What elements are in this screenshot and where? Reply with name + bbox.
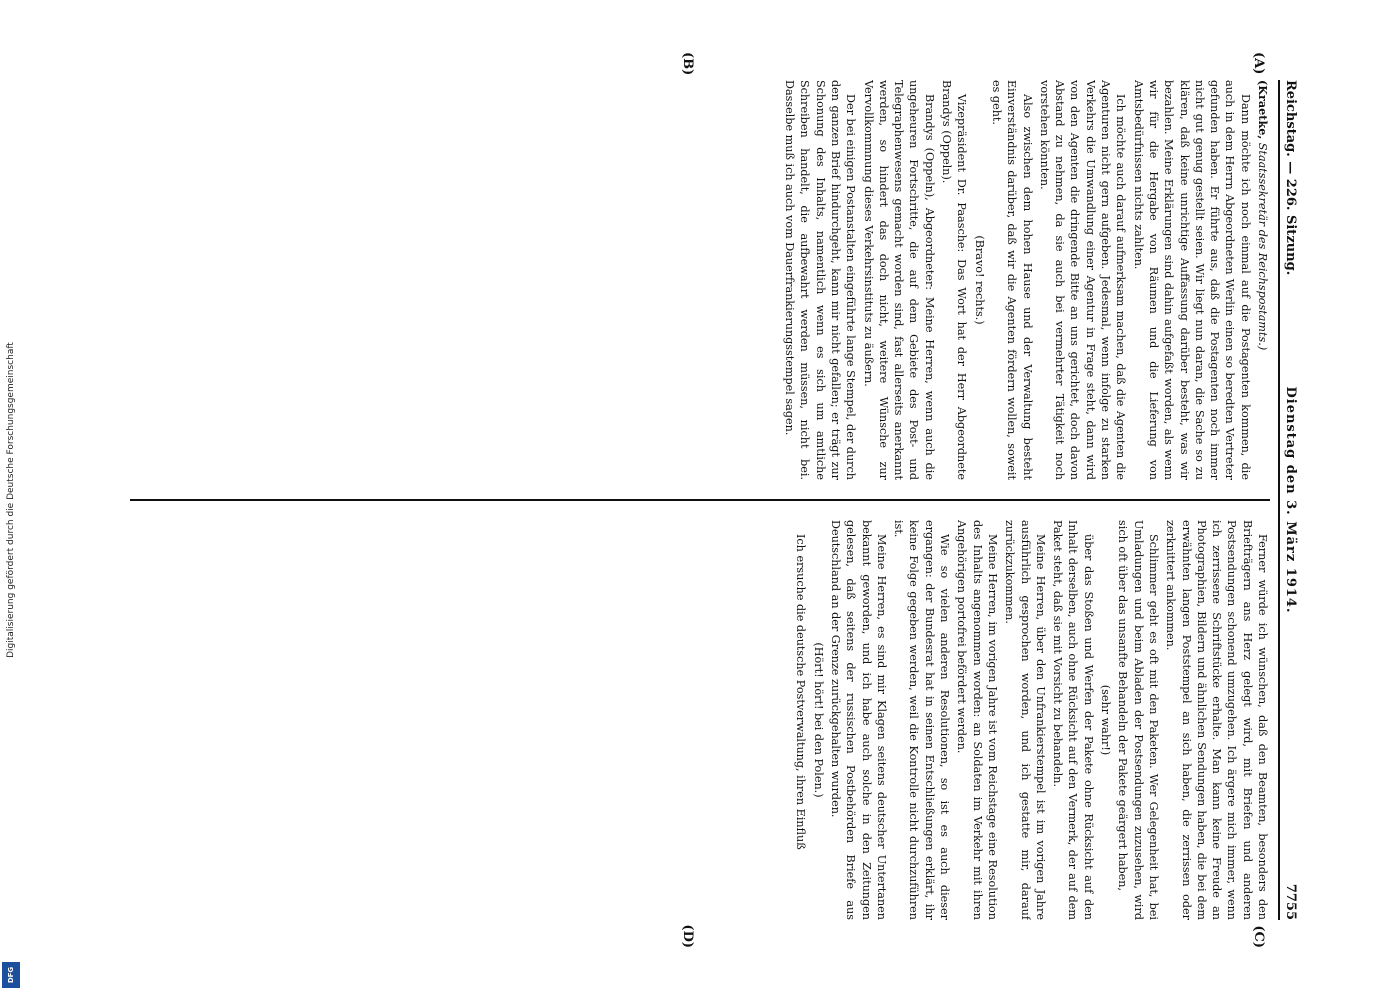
margin-mark-a: (A) — [1251, 52, 1266, 75]
margin-mark-b: (B) — [680, 52, 695, 76]
speaker-name: (Kraetke, — [1256, 80, 1270, 140]
rotated-sheet — [80, 50, 1310, 950]
right-column — [110, 520, 1270, 920]
interjection: (sehr wahr!) — [1099, 684, 1113, 756]
interjection: (Hört! hört! bei den Polen.) — [811, 642, 825, 798]
interjection: (Bravo! rechts.) — [972, 235, 986, 325]
paragraph: Ferner würde ich wünschen, daß den Beamten, besonders den Briefträgern ans Herz gelegt wird, mit Briefen und anderen Postsendungen schonend umzugehen. Ich ärgere mich immer, wenn ich zerrissene Schriftstücke erhalte. Man kann keine Freude an Photographien, Bildern und ähnlichen Sendungen haben, die bei dem erwähnten langen Poststempel an sich haben, die zerrissen oder zerknittert ankommen. — [1164, 520, 1269, 920]
header-session: Reichstag. — 226. Sitzung. — [1283, 80, 1298, 276]
margin-mark-d: (D) — [680, 924, 695, 948]
margin-mark-c: (C) — [1251, 925, 1266, 948]
paragraph: über das Stoßen und Werfen der Pakete ohne Rücksicht auf den Inhalt derselben, auch ohne Rücksicht auf den Vermerk, der auf dem Paket steht, daß sie mit Vorsicht zu behandeln. — [1051, 520, 1095, 920]
scanned-page — [60, 30, 1330, 970]
paragraph: Meine Herren, es sind mir Klagen seitens deutscher Untertanen bekannt geworden, und ich habe auch solche in den Zeitungen gelesen, daß seitens der russischen Postbehörden Briefe aus Deutschland an der Grenze zurückgehalten wurden. — [828, 520, 888, 920]
paragraph: Meine Herren, über den Unfrankierstempel ist im vorigen Jahre ausführlich gesprochen worden, und ich gestatte mir, darauf zurückzukommen. — [1003, 520, 1047, 920]
page-header — [1278, 80, 1302, 920]
vice-president-line: Vizepräsident Dr. Paasche: Das Wort hat der Herr Abgeordnete Brandys (Oppeln). — [940, 80, 969, 480]
paragraph: Brandys (Oppeln), Abgeordneter: Meine Herren, wenn auch die ungeheuren Fortschritte, die auf dem Gebiete des Post- und Telegraphenwesens gemacht worden sind, fast allerseits anerkannt werden, so hindert das doch nicht, weitere Wünsche zur Vervollkommnung dieses Verkehrsinstituts zu äußern. — [861, 80, 936, 480]
speaker-role: Staatssekretär des Reichspostamts.) — [1256, 142, 1269, 351]
paragraph: Also zwischen dem hohen Hause und der Verwaltung besteht Einverständnis darüber, daß wir die Agenten fördern wollen, soweit es geht. — [989, 80, 1034, 480]
page-number: 7755 — [1283, 883, 1298, 920]
digitization-attribution — [0, 0, 22, 1000]
paragraph: Ich ersuche die deutsche Postverwaltung, ihren Einfluß — [794, 534, 808, 850]
paragraph: Ich möchte auch darauf aufmerksam machen, daß die Agenten die Agenturen nicht gern aufgeben. Jedesmal, wenn infolge zu starken Verkehrs die Umwandlung einer Agentur in Frage steht, dann wird von den Agenten die dringende Bitte an uns gerichtet, doch davon Abstand zu nehmen, da sie auch bei vermehrter Tätigkeit noch vorstehen könnten. — [1037, 80, 1128, 480]
speaker-line — [1255, 80, 1270, 480]
paragraph: Schlimmer geht es oft mit den Paketen. Wer Gelegenheit hat, bei Umladungen und beim Abladen der Postsendungen zuzusehen, wird sich oft über das unsanfte Behandeln der Pakete geärgert haben, — [1116, 520, 1160, 920]
paragraph: Meine Herren, im vorigen Jahre ist vom Reichstage eine Resolution des Inhalts angenommen worden: an Soldaten im Verkehr mit ihren Angehörigen portofrei befördert werden. — [955, 520, 999, 920]
header-date: Dienstag den 3. März 1914. — [1283, 386, 1298, 614]
attribution-text: Digitalisierung gefördert durch die Deutsche Forschungsgemeinschaft — [6, 342, 16, 658]
paragraph: Dann möchte ich noch einmal auf die Postagenten kommen, die auch in dem Herrn Abgeordneten Werlin einen so beredten Vertreter gefunden haben. Er führte aus, daß die Postagenten noch immer nicht gut genug gestellt seien. Wir liegt nun daran, die Sache so zu klären, daß keine unrichtige Auffassung darüber besteht, was wir bezahlen. Meine Erklärungen sind dahin aufgefaßt worden, als wenn wir für die Hergabe von Räumen und die Lieferung von Amtsbedürfnissen nichts zahlten. — [1131, 80, 1252, 480]
paragraph: Der bei einigen Postanstalten eingeführte lange Stempel, der durch den ganzen Brief hindurchgeht, kann mir nicht gefallen; er trägt zur Schonung des Inhalts, namentlich wenn es sich um amtliche Schreiben handelt, die aufbewahrt werden müssen, nicht bei. Dasselbe muß ich auch vom Dauerfrankierungsstempel sagen. — [783, 80, 858, 480]
column-divider — [130, 499, 1270, 501]
dfg-logo — [2, 962, 20, 988]
left-column — [110, 80, 1270, 480]
paragraph: Wie so vielen anderen Resolutionen, so ist es auch dieser ergangen: der Bundesrat hat in seinen Entschließungen erklärt, ihr keine Folge gegeben werden, weil die Kontrolle nicht durchzuführen ist. — [892, 520, 952, 920]
dfg-logo-text: DFG — [7, 966, 15, 984]
